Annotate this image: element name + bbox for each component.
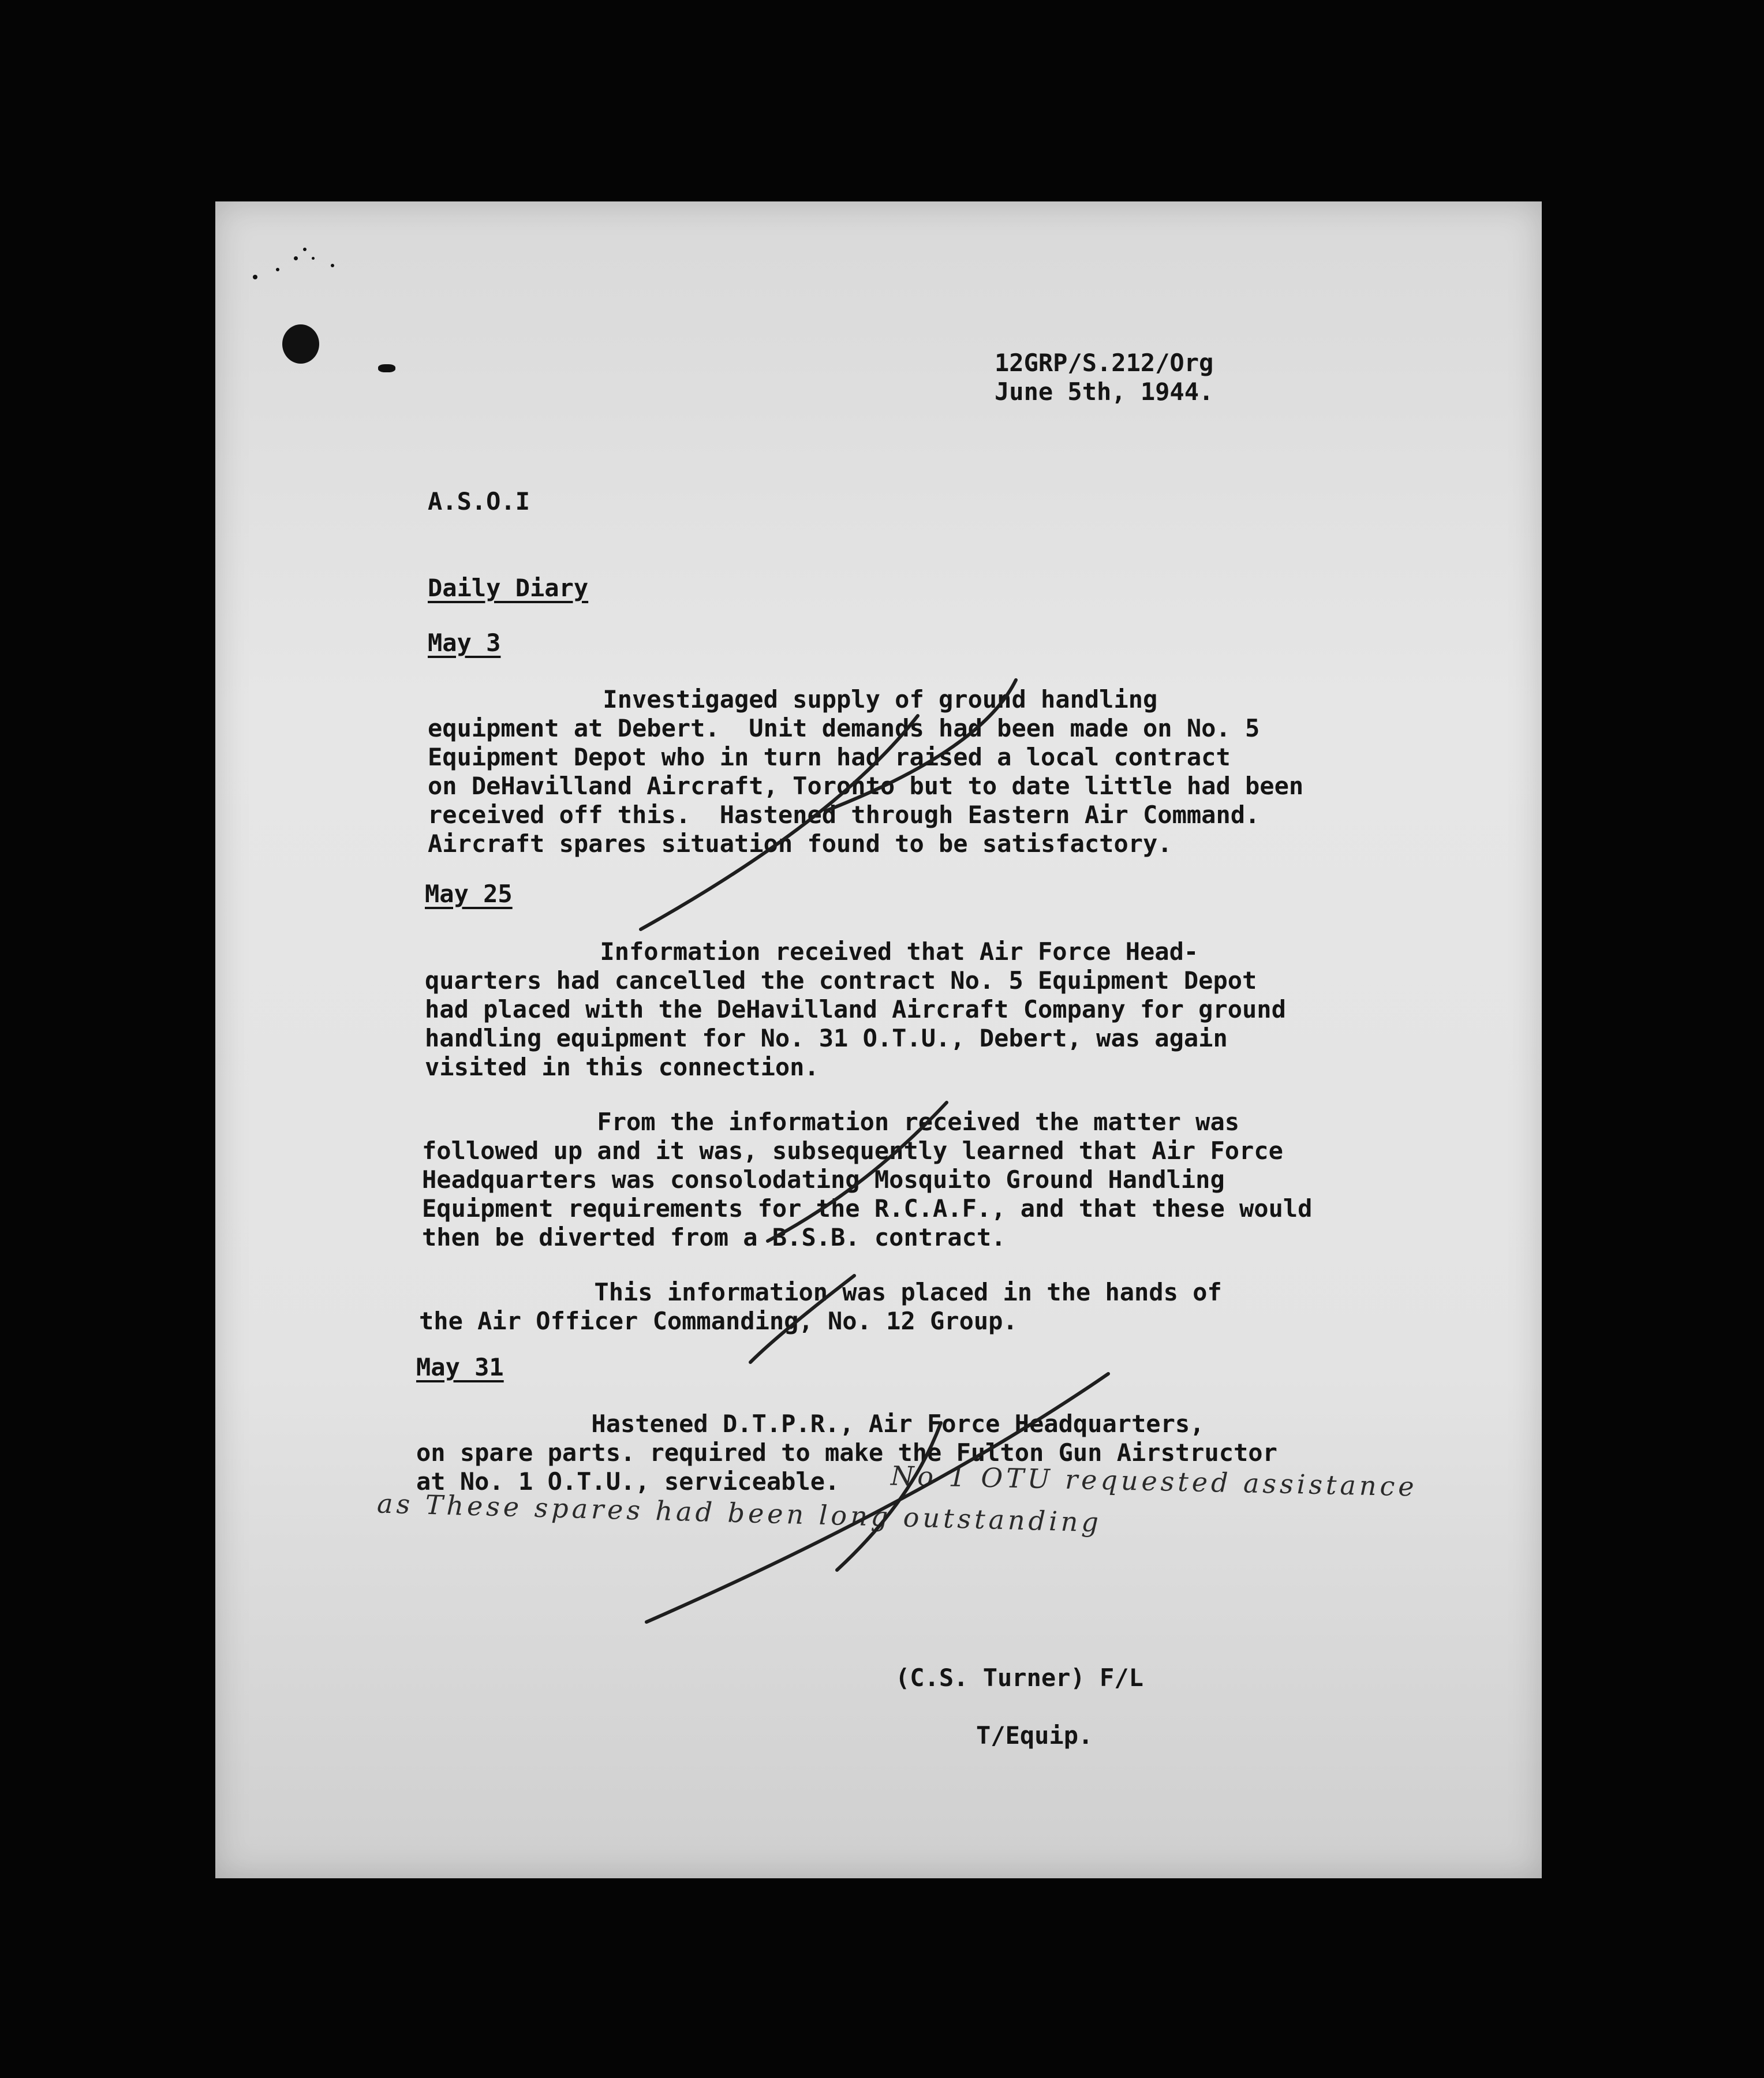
signature-title: T/Equip. bbox=[976, 1721, 1093, 1750]
file-reference: 12GRP/S.212/Org bbox=[995, 349, 1214, 377]
paragraph-line: had placed with the DeHavilland Aircraft Company for ground bbox=[425, 995, 1286, 1023]
paragraph-line: Equipment Depot who in turn had raised a local contract bbox=[428, 743, 1231, 771]
paragraph-line: handling equipment for No. 31 O.T.U., Debert, was again bbox=[425, 1024, 1228, 1052]
paragraph-line: received off this. Hastened through Eastern Air Command. bbox=[428, 801, 1260, 829]
paragraph-line: then be diverted from a B.S.B. contract. bbox=[422, 1223, 1006, 1251]
paragraph-line: the Air Officer Commanding, No. 12 Group. bbox=[419, 1307, 1018, 1335]
paragraph-line: at No. 1 O.T.U., serviceable. bbox=[416, 1467, 840, 1496]
paragraph-line: Information received that Air Force Head- bbox=[425, 937, 1199, 966]
paragraph-line: on spare parts. required to make the Fulton Gun Airstructor bbox=[416, 1438, 1277, 1467]
paragraph-line: visited in this connection. bbox=[425, 1053, 819, 1081]
entry-date-may-25: May 25 bbox=[425, 880, 513, 908]
paragraph-line: Investigaged supply of ground handling bbox=[428, 685, 1158, 713]
ink-speck bbox=[331, 264, 334, 267]
paragraph-line: on DeHavilland Aircraft, Toronto but to date little had been bbox=[428, 772, 1304, 800]
paragraph-line: Aircraft spares situation found to be satisfactory. bbox=[428, 829, 1172, 858]
paragraph-line: Equipment requirements for the R.C.A.F., and that these would bbox=[422, 1194, 1313, 1223]
paragraph-line: quarters had cancelled the contract No. 5 Equipment Depot bbox=[425, 966, 1257, 995]
paragraph-line: This information was placed in the hands of bbox=[419, 1278, 1222, 1306]
letter-date: June 5th, 1944. bbox=[995, 378, 1214, 406]
ink-speck bbox=[253, 275, 257, 279]
entry-date-may-31: May 31 bbox=[416, 1353, 504, 1381]
diary-title: Daily Diary bbox=[428, 574, 589, 602]
paragraph-line: Headquarters was consolodating Mosquito Ground Handling bbox=[422, 1165, 1225, 1194]
handwritten-note-line: as These spares had been long outstanding bbox=[376, 1488, 1102, 1538]
ink-speck bbox=[276, 268, 279, 271]
paragraph-line: followed up and it was, subsequently learned that Air Force bbox=[422, 1137, 1283, 1165]
signature-name: (C.S. Turner) F/L bbox=[895, 1664, 1143, 1692]
handwritten-note-line: No 1 OTU requested assistance bbox=[890, 1460, 1418, 1503]
addressee: A.S.O.I bbox=[428, 487, 530, 515]
ink-speck bbox=[303, 248, 307, 251]
paragraph-line: From the information received the matter was bbox=[422, 1108, 1240, 1136]
entry-date-may-3: May 3 bbox=[428, 629, 501, 657]
paragraph-line: Hastened D.T.P.R., Air Force Headquarters, bbox=[416, 1410, 1205, 1438]
punch-hole-mark bbox=[282, 324, 319, 364]
ink-speck bbox=[294, 256, 298, 260]
ink-speck bbox=[378, 364, 395, 372]
document-page bbox=[215, 201, 1542, 1878]
paragraph-line: equipment at Debert. Unit demands had been made on No. 5 bbox=[428, 714, 1260, 742]
ink-speck bbox=[312, 257, 315, 260]
